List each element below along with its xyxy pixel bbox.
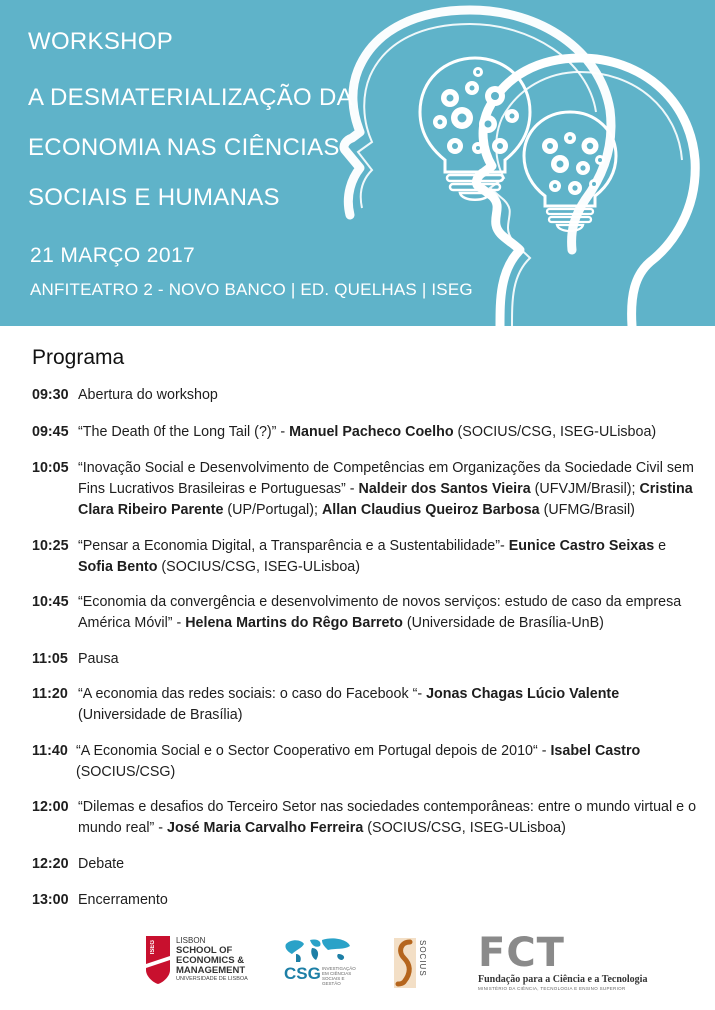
speaker-name: Cristina Clara Ribeiro Parente	[78, 481, 693, 518]
iseg-line5: UNIVERSIDADE DE LISBOA	[176, 976, 248, 982]
csg-tagline: INVESTIGAÇÃO EM CIÊNCIAS SOCIAIS E GESTÃO	[322, 966, 356, 986]
item-text: Pausa	[78, 651, 119, 667]
item-time: 12:00	[32, 799, 69, 815]
csg-logo	[282, 936, 354, 988]
item-time: 11:40	[32, 743, 68, 759]
item-time: 10:45	[32, 594, 69, 610]
programme-item	[32, 649, 702, 670]
fct-name: FCT	[478, 930, 565, 976]
programme-item	[32, 741, 702, 783]
socius-name: SOCIUS	[418, 940, 427, 977]
fct-fullname: Fundação para a Ciência e a Tecnologia	[478, 974, 648, 985]
item-text: “The Death 0f the Long Tail (?)” - Manuel Pacheco Coelho (SOCIUS/CSG, ISEG-ULisboa)	[78, 424, 657, 440]
speaker-name: Manuel Pacheco Coelho	[289, 424, 454, 440]
programme-item	[32, 854, 702, 875]
socius-s-icon	[394, 938, 416, 988]
item-time: 09:45	[32, 424, 69, 440]
speaker-name: Naldeir dos Santos Vieira	[358, 481, 531, 497]
csg-name: CSG	[284, 964, 321, 983]
partner-logos	[0, 928, 715, 998]
title-line-2: ECONOMIA NAS CIÊNCIAS	[28, 134, 340, 161]
programme-item	[32, 684, 702, 726]
item-text: “A economia das redes sociais: o caso do Facebook “- Jonas Chagas Lúcio Valente (Universidade de Brasília)	[78, 686, 620, 723]
speaker-name: Helena Martins do Rêgo Barreto	[185, 615, 403, 631]
item-text: “Pensar a Economia Digital, a Transparência e a Sustentabilidade”- Eunice Castro Seixas e Sofia Bento (SOCIUS/CSG, ISEG-ULisboa)	[78, 538, 667, 575]
iseg-badge-text: ISEG	[150, 940, 156, 955]
title-line-1: A DESMATERIALIZAÇÃO DA	[28, 84, 353, 111]
header-banner	[0, 0, 715, 326]
fct-ministry: MINISTÉRIO DA CIÊNCIA, TECNOLOGIA E ENSINO SUPERIOR	[478, 986, 626, 991]
speaker-name: Sofia Bento	[78, 559, 158, 575]
iseg-logo	[146, 936, 276, 986]
item-text: “Inovação Social e Desenvolvimento de Competências em Organizações da Sociedade Civil sem Fins Lucrativos Brasileiras e Portuguesas” - Naldeir dos Santos Vieira (UFVJM/Brasil); Cristina Clara Ribeiro Parente (UP/Portugal); Allan Claudius Queiroz Barbosa (UFMG/Brasil)	[78, 460, 694, 518]
gears-right	[542, 132, 605, 195]
item-time: 10:05	[32, 460, 69, 476]
programme-item	[32, 422, 702, 443]
programme-item	[32, 385, 702, 406]
item-time: 10:25	[32, 538, 69, 554]
workshop-label: WORKSHOP	[28, 28, 174, 55]
iseg-line1: LISBON	[176, 936, 206, 945]
speaker-name: José Maria Carvalho Ferreira	[167, 820, 364, 836]
item-text: Debate	[78, 856, 125, 872]
item-time: 12:20	[32, 856, 69, 872]
item-text: “Dilemas e desafios do Terceiro Setor nas sociedades contemporâneas: entre o mundo virtual e o mundo real” - José Maria Carvalho Ferreira (SOCIUS/CSG, ISEG-ULisboa)	[78, 799, 697, 836]
programme-item	[32, 458, 702, 521]
item-text: “A Economia Social e o Sector Cooperativo em Portugal depois de 2010“ - Isabel Castro (SOCIUS/CSG)	[76, 743, 641, 780]
item-time: 11:20	[32, 686, 68, 702]
iseg-line2: SCHOOL OF	[176, 945, 233, 956]
item-time: 09:30	[32, 387, 69, 403]
item-text: Encerramento	[78, 892, 168, 908]
iseg-line4: MANAGEMENT	[176, 965, 246, 976]
speaker-name: Allan Claudius Queiroz Barbosa	[321, 502, 540, 518]
iseg-line3: ECONOMICS &	[176, 955, 245, 966]
speaker-name: Jonas Chagas Lúcio Valente	[426, 686, 620, 702]
item-time: 13:00	[32, 892, 69, 908]
programme-item	[32, 536, 702, 578]
speaker-name: Isabel Castro	[550, 743, 641, 759]
programme-item	[32, 797, 702, 839]
title-line-3: SOCIAIS E HUMANAS	[28, 184, 280, 211]
programme-item	[32, 890, 702, 911]
programme-item	[32, 592, 702, 634]
world-map-icon	[282, 936, 352, 962]
fct-logo	[478, 930, 678, 992]
speaker-name: Eunice Castro Seixas	[508, 538, 655, 554]
event-date: 21 MARÇO 2017	[30, 244, 196, 267]
event-venue: ANFITEATRO 2 - NOVO BANCO | ED. QUELHAS | ISEG	[30, 280, 473, 299]
item-text: Abertura do workshop	[78, 387, 218, 403]
programa-title: Programa	[32, 346, 125, 369]
item-time: 11:05	[32, 651, 68, 667]
item-text: “Economia da convergência e desenvolvimento de novos serviços: estudo de caso da empresa América Móvil” - Helena Martins do Rêgo Barreto (Universidade de Brasília-UnB)	[78, 594, 682, 631]
socius-logo	[394, 938, 434, 988]
